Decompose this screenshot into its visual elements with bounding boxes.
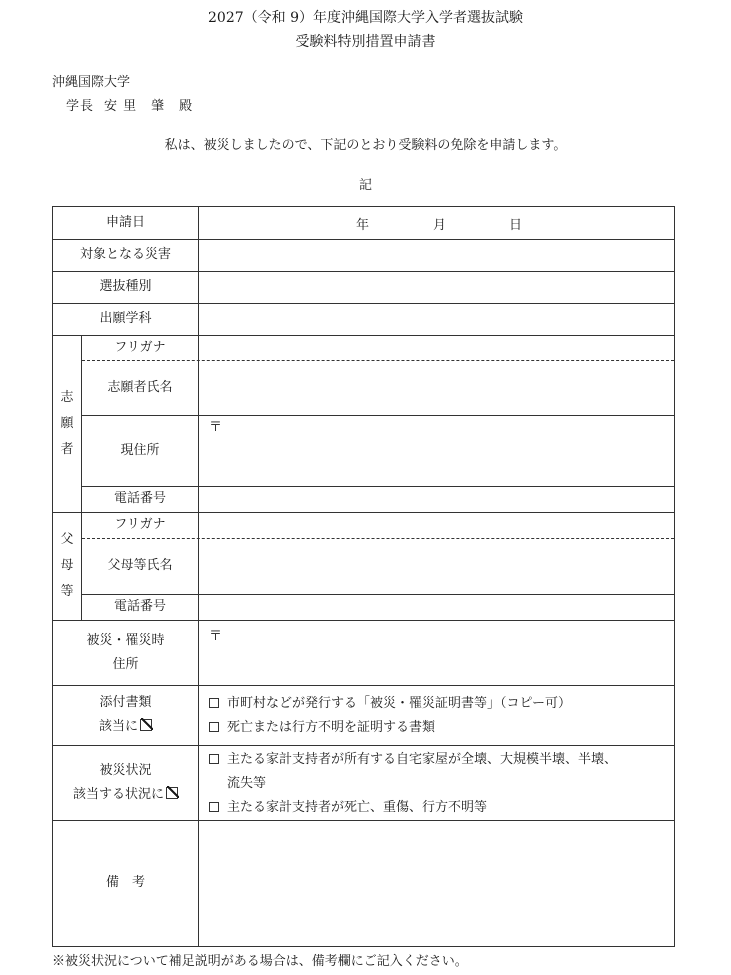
attachment-option-1[interactable]: 市町村などが発行する「被災・罹災証明書等」（コピー可） (209, 692, 571, 711)
attachments-label: 添付書類 該当に (98, 695, 152, 734)
request-statement: 私は、被災しましたので、下記のとおり受験料の免除を申請します。 (164, 138, 567, 153)
year-label: 年 (356, 218, 370, 233)
applicant-address-label: 現住所 (120, 442, 160, 458)
president-title: 学長 (66, 99, 95, 114)
footnote: ※被災状況について補足説明がある場合は、備考欄にご記入ください。 (52, 954, 468, 969)
checkbox-icon[interactable] (209, 802, 219, 812)
applicant-postal-mark: 〒 (209, 420, 223, 435)
parent-group-label: 父 母 等 (60, 532, 74, 599)
application-form-table (52, 206, 675, 947)
checked-box-icon (166, 787, 178, 799)
disaster-label: 対象となる災害 (79, 247, 171, 262)
parent-name-label: 父母等氏名 (107, 558, 173, 573)
situation-option-1[interactable]: 主たる家計支持者が所有する自宅家屋が全壊、大規模半壊、半壊、 (209, 748, 617, 767)
ki-heading: 記 (358, 178, 372, 193)
attachment-option-2[interactable]: 死亡または行方不明を証明する書類 (209, 716, 435, 735)
applicant-furigana-label: フリガナ (114, 339, 166, 355)
situation-option-2[interactable]: 主たる家計支持者が死亡、重傷、行方不明等 (209, 796, 487, 815)
applicant-name-label: 志願者氏名 (107, 379, 173, 395)
addressee-president (66, 95, 193, 114)
addressee-university: 沖縄国際大学 (52, 75, 131, 90)
checkbox-icon[interactable] (209, 698, 219, 708)
department-label: 出願学科 (99, 311, 152, 326)
president-name: 安 里 肇 殿 (104, 99, 194, 114)
day-label: 日 (509, 218, 523, 233)
application-date-label: 申請日 (105, 215, 145, 230)
checked-box-icon (140, 719, 152, 731)
applicant-phone-label: 電話番号 (113, 491, 166, 506)
remarks-label: 備 考 (105, 875, 145, 890)
checkbox-icon[interactable] (209, 722, 219, 732)
disaster-address-label: 被災・罹災時 住所 (86, 632, 165, 672)
parent-furigana-label: フリガナ (114, 517, 166, 532)
applicant-group-label: 志 願 者 (60, 389, 74, 457)
document-title: 2027（令和 9）年度沖縄国際大学入学者選抜試験 (208, 10, 523, 26)
disaster-address-postal-mark: 〒 (209, 629, 223, 644)
document-subtitle: 受験料特別措置申請書 (295, 34, 436, 50)
selection-type-label: 選抜種別 (99, 279, 152, 294)
month-label: 月 (433, 218, 447, 233)
situation-label: 被災状況 該当する状況に (53, 745, 198, 820)
parent-phone-label: 電話番号 (113, 599, 166, 614)
situation-option-1-continued: 流失等 (227, 776, 267, 791)
checkbox-icon[interactable] (209, 754, 219, 764)
